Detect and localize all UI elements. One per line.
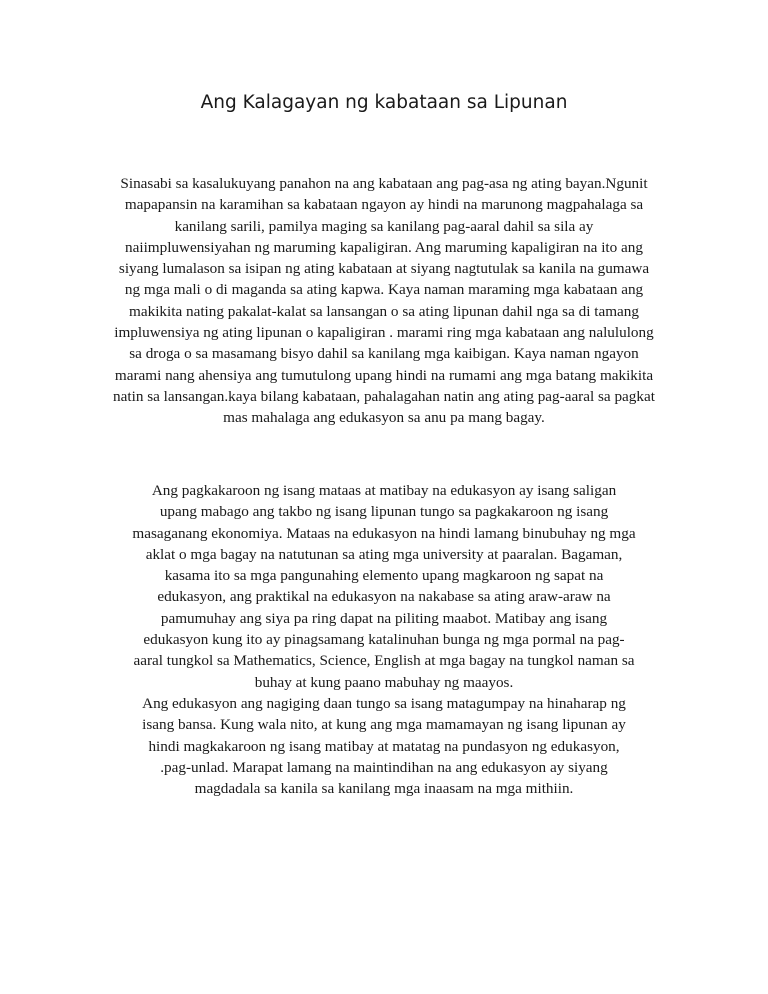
text-line: natin sa lansangan.kaya bilang kabataan, pahalagahan natin ang ating pag-aaral sa pagkat <box>113 387 655 405</box>
text-line: aaral tungkol sa Mathematics, Science, English at mga bagay na tungkol naman sa <box>133 652 635 670</box>
text-line: Ang pagkakaroon ng isang mataas at matibay na edukasyon ay isang saligan <box>151 482 617 499</box>
text-line: ng mga mali o di maganda sa ating kapwa. Kaya naman maraming mga kabataan ang <box>124 281 644 299</box>
text-line: mas mahalaga ang edukasyon sa anu pa mang bagay. <box>223 409 545 427</box>
text-line: kasama ito sa mga pangunahing elemento upang magkaroon ng sapat na <box>164 567 604 585</box>
paragraph-2 <box>110 480 658 799</box>
text-line: makikita nating pakalat-kalat sa lansangan o sa ating lipunan dahil nga sa di tamang <box>129 302 639 320</box>
text-line: masaganang ekonomiya. Mataas na edukasyon na hindi lamang binubuhay ng mga <box>132 524 636 542</box>
text-line: hindi magkakaroon ng isang matibay at matatag na pundasyon ng edukasyon, <box>148 737 620 755</box>
text-line: upang mabago ang takbo ng isang lipunan tungo sa pagkakaroon ng isang <box>159 503 609 521</box>
text-line: edukasyon kung ito ay pinagsamang katalinuhan bunga ng mga pormal na pag- <box>143 631 625 649</box>
text-line: pamumuhay ang siya pa ring dapat na piliting maabot. Matibay ang isang <box>160 609 608 627</box>
paragraph-1 <box>70 173 698 429</box>
text-line: kanilang sarili, pamilya maging sa kanilang pag-aaral dahil sa sila ay <box>174 217 594 235</box>
text-line: .pag-unlad. Marapat lamang na maintindihan na ang edukasyon ay siyang <box>160 758 608 776</box>
text-line: siyang lumalason sa isipan ng ating kabataan at siyang nagtutulak sa kanila na gumawa <box>118 260 650 278</box>
text-line: naiimpluwensiyahan ng maruming kapaligiran. Ang maruming kapaligiran na ito ang <box>125 238 643 256</box>
text-line: edukasyon, ang praktikal na edukasyon na nakabase sa ating araw-araw na <box>157 588 611 606</box>
text-line: mapapansin na karamihan sa kabataan ngayon ay hindi na marunong magpahalaga sa <box>124 196 644 214</box>
text-line: magdadala sa kanila sa kanilang mga inaasam na mga mithiin. <box>194 780 574 798</box>
text-line: marami nang ahensiya ang tumutulong upang hindi na rumami ang mga batang makikita <box>114 366 654 384</box>
document-title: Ang Kalagayan ng kabataan sa Lipunan <box>200 92 568 113</box>
text-line: impluwensiya ng ating lipunan o kapaligiran . marami ring mga kabataan ang nalululong <box>114 324 654 342</box>
text-line: isang bansa. Kung wala nito, at kung ang mga mamamayan ng isang lipunan ay <box>142 716 626 734</box>
text-line: sa droga o sa masamang bisyo dahil sa kanilang mga kaibigan. Kaya naman ngayon <box>129 345 639 363</box>
text-line: buhay at kung paano mabuhay ng maayos. <box>254 673 514 691</box>
text-line: Sinasabi sa kasalukuyang panahon na ang kabataan ang pag-asa ng ating bayan.Ngunit <box>120 175 648 192</box>
text-line: aklat o mga bagay na natutunan sa ating mga university at paaralan. Bagaman, <box>145 545 623 563</box>
text-line: Ang edukasyon ang nagiging daan tungo sa isang matagumpay na hinaharap ng <box>142 694 626 712</box>
